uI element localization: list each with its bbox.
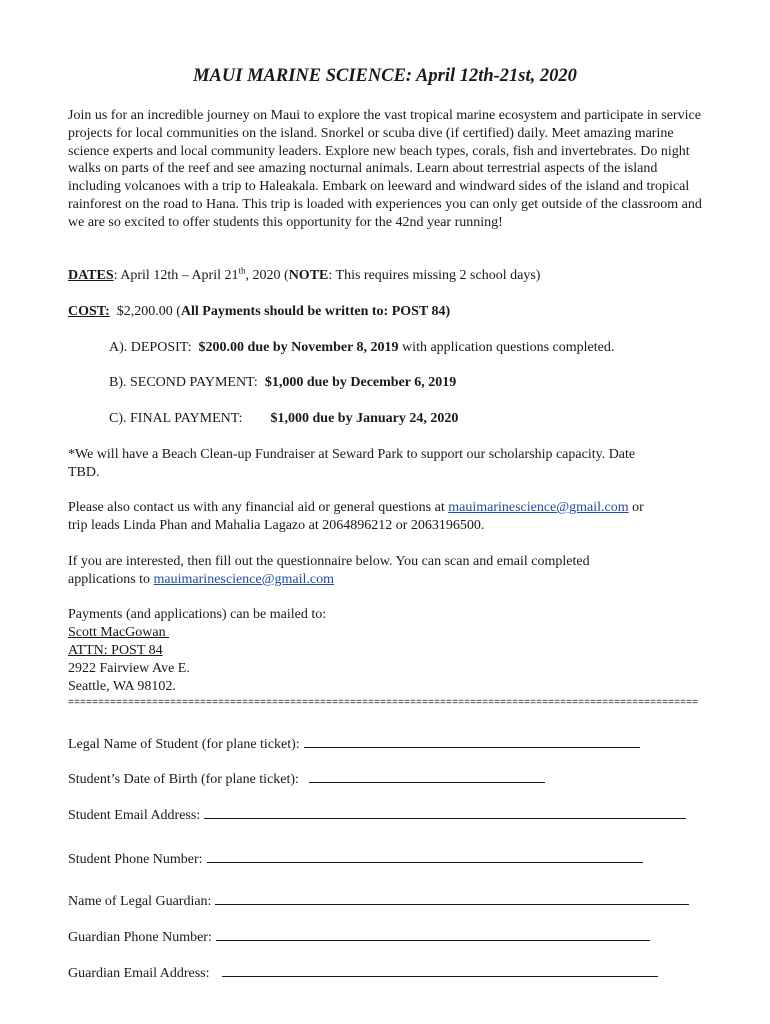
dates-label: DATES	[68, 268, 114, 283]
contact-text: Please also contact us with any financial aid or general questions at	[68, 500, 449, 515]
fill-line[interactable]	[222, 962, 658, 977]
contact-email-link[interactable]: mauimarinescience@gmail.com	[448, 500, 629, 515]
payment-due: $1,000 due by January 24, 2020	[270, 411, 459, 426]
fundraiser-line-2: TBD.	[68, 465, 100, 480]
note-label: NOTE	[288, 268, 329, 283]
fundraiser-line-1: *We will have a Beach Clean-up Fundraiser at Seward Park to support our scholarship capacity. Date	[68, 447, 636, 462]
page-title: MAUI MARINE SCIENCE: April 12th-21st, 2020	[193, 66, 577, 86]
field-label: Student Email Address:	[68, 808, 201, 823]
field-label: Student’s Date of Birth (for plane ticket):	[68, 772, 299, 787]
field-student-dob	[68, 768, 545, 788]
cost-label: COST:	[68, 304, 110, 319]
interest-line-2	[68, 572, 334, 588]
mailing-attn: ATTN: POST 84	[68, 643, 163, 658]
dates-superscript: th	[238, 265, 246, 276]
field-guardian-phone	[68, 926, 650, 946]
fill-line[interactable]	[204, 804, 686, 819]
field-label: Guardian Phone Number:	[68, 930, 212, 945]
payment-final	[109, 411, 458, 427]
field-student-phone	[68, 848, 643, 868]
field-label: Legal Name of Student (for plane ticket):	[68, 737, 300, 752]
contact-line-1	[68, 500, 644, 516]
field-student-email	[68, 804, 686, 824]
mailing-city: Seattle, WA 98102.	[68, 679, 176, 694]
payment-deposit	[109, 340, 614, 356]
dates-start: : April 12th – April 21	[113, 268, 239, 283]
fill-line[interactable]	[207, 848, 643, 863]
interest-email-link[interactable]: mauimarinescience@gmail.com	[153, 572, 334, 587]
mailing-street: 2922 Fairview Ave E.	[68, 661, 190, 676]
mailing-name: Scott MacGowan	[68, 625, 170, 640]
field-label: Guardian Email Address:	[68, 966, 210, 981]
cost-amount: $2,200.00 (	[109, 304, 181, 319]
field-guardian-email	[68, 962, 658, 982]
mailing-intro: Payments (and applications) can be mailed to:	[68, 607, 327, 622]
dates-line	[68, 265, 541, 284]
payment-prefix: B). SECOND PAYMENT:	[109, 375, 265, 390]
note-text: : This requires missing 2 school days)	[328, 268, 541, 283]
fill-line[interactable]	[304, 733, 640, 748]
payment-prefix: A). DEPOSIT:	[109, 340, 199, 355]
fill-line[interactable]	[309, 768, 545, 783]
payment-due: $1,000 due by December 6, 2019	[264, 375, 457, 390]
payment-suffix: with application questions completed.	[398, 340, 615, 355]
field-student-legal-name	[68, 733, 640, 753]
field-guardian-name	[68, 890, 689, 910]
intro-paragraph: Join us for an incredible journey on Maui to explore the vast tropical marine ecosystem and participate in service projects for local communities on the island. Snorkel or scuba dive (if certified) daily. Meet amazing marine science experts and local community leaders. Explore new beach types, corals, fish and invertebrates. Do night walks on parts of the reef and see amazing nocturnal animals. Learn about terrestrial aspects of the island including volcanoes with a trip to Haleakala. Embark on leeward and windward sides of the island and tropical rainforest on the road to Hana. This trip is loaded with experiences you can only get outside of the classroom and we are so excited to offer students this opportunity for the 42nd year running!	[68, 108, 702, 230]
payment-second	[109, 375, 456, 391]
section-separator: =========================================================================================================	[68, 698, 699, 709]
payment-due: $200.00 due by November 8, 2019	[198, 340, 399, 355]
field-label: Name of Legal Guardian:	[68, 894, 212, 909]
contact-line-2: trip leads Linda Phan and Mahalia Lagazo at 2064896212 or 2063196500.	[68, 518, 485, 533]
interest-text: applications to	[68, 572, 154, 587]
fill-line[interactable]	[215, 890, 689, 905]
fill-line[interactable]	[216, 926, 650, 941]
contact-text-end: or	[628, 500, 644, 515]
cost-payee: All Payments should be written to: POST 84)	[180, 304, 451, 319]
payment-prefix: C). FINAL PAYMENT:	[109, 411, 271, 426]
dates-year: , 2020 (	[245, 268, 289, 283]
field-label: Student Phone Number:	[68, 852, 203, 867]
cost-line	[68, 304, 450, 320]
interest-line-1: If you are interested, then fill out the questionnaire below. You can scan and email completed	[68, 554, 590, 569]
